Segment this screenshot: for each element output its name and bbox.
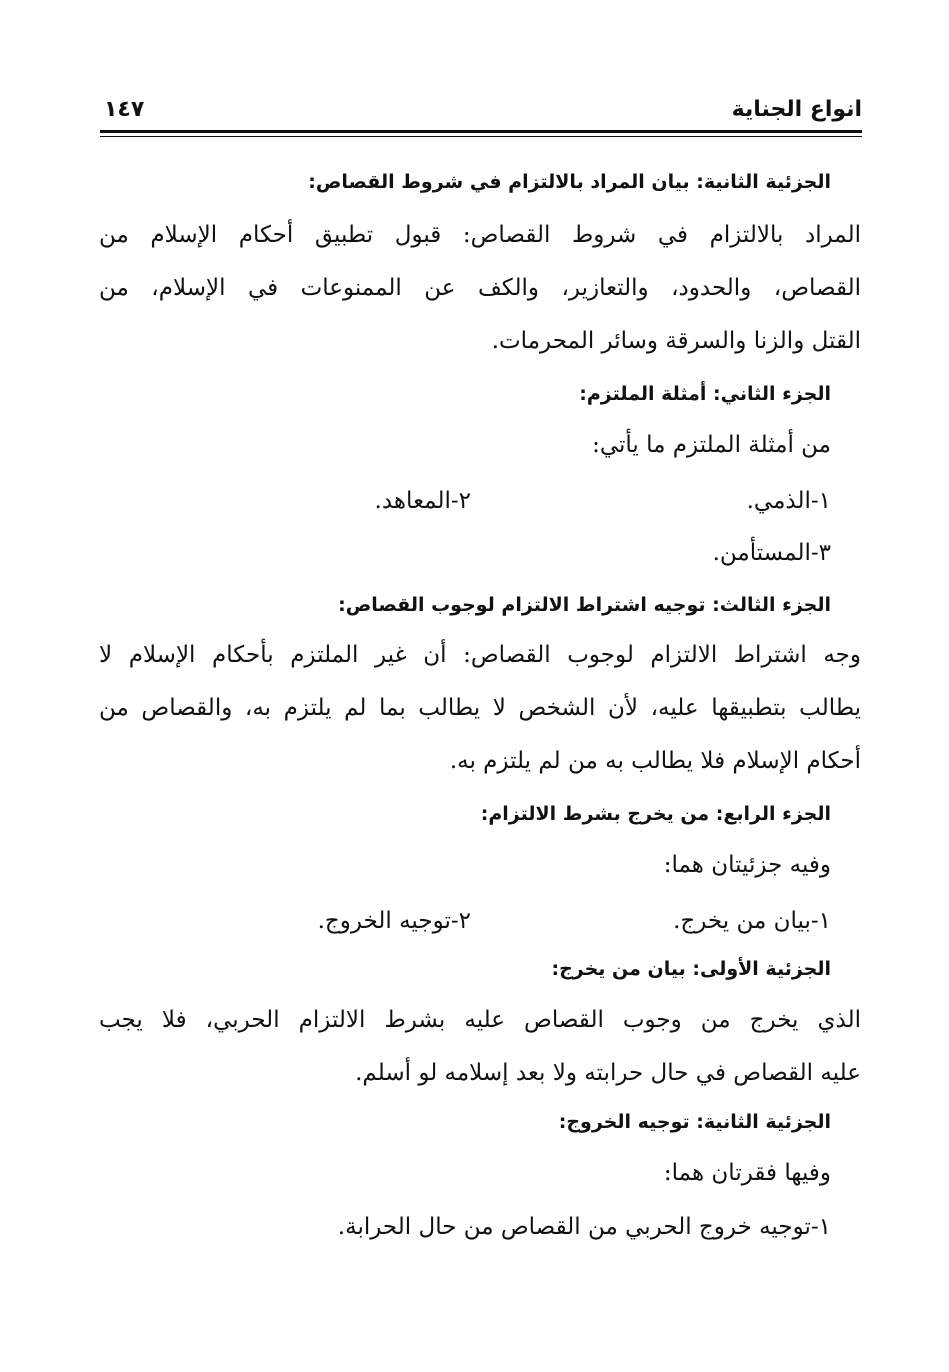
- list-item: ٢-توجيه الخروج.: [317, 908, 471, 934]
- part-heading-exclusions: الجزء الرابع: من يخرج بشرط الالتزام:: [480, 803, 831, 825]
- page-header: [100, 95, 862, 129]
- paragraph-line: وفيها فقرتان هما:: [663, 1160, 831, 1186]
- list-item: ٢-المعاهد.: [374, 488, 471, 514]
- paragraph-line: يطالب بتطبيقها عليه، لأن الشخص لا يطالب بما لم يلتزم به، والقصاص من: [99, 695, 861, 721]
- header-rule-thick: [100, 130, 862, 133]
- page-number: ١٤٧: [104, 97, 145, 122]
- list-item: ٣-المستأمن.: [712, 540, 831, 566]
- paragraph-line: أحكام الإسلام فلا يطالب به من لم يلتزم به.: [449, 748, 861, 774]
- subsection-heading-meaning: الجزئية الثانية: بيان المراد بالالتزام في شروط القصاص:: [308, 171, 831, 193]
- list-item: ١-الذمي.: [746, 488, 831, 514]
- paragraph-line: من أمثلة الملتزم ما يأتي:: [592, 432, 831, 458]
- subsection-heading-exclusion-justification: الجزئية الثانية: توجيه الخروج:: [558, 1111, 831, 1133]
- paragraph-line: المراد بالالتزام في شروط القصاص: قبول تطبيق أحكام الإسلام من: [99, 222, 861, 248]
- header-rule-thin: [100, 136, 862, 137]
- paragraph-line: عليه القصاص في حال حرابته ولا بعد إسلامه لو أسلم.: [355, 1060, 861, 1086]
- paragraph-line: القصاص، والحدود، والتعازير، والكف عن الممنوعات في الإسلام، من: [99, 275, 861, 301]
- paragraph-line: وفيه جزئيتان هما:: [663, 852, 831, 878]
- running-title: انواع الجناية: [731, 97, 862, 122]
- paragraph-line: الذي يخرج من وجوب القصاص عليه بشرط الالتزام الحربي، فلا يجب: [99, 1007, 861, 1033]
- list-item: ١-بيان من يخرج.: [673, 908, 831, 934]
- paragraph-line: القتل والزنا والسرقة وسائر المحرمات.: [491, 328, 861, 354]
- list-item: ١-توجيه خروج الحربي من القصاص من حال الحرابة.: [337, 1214, 831, 1240]
- part-heading-justification: الجزء الثالث: توجيه اشتراط الالتزام لوجوب القصاص:: [338, 594, 831, 616]
- subsection-heading-who-excluded: الجزئية الأولى: بيان من يخرج:: [551, 958, 831, 980]
- paragraph-line: وجه اشتراط الالتزام لوجوب القصاص: أن غير الملتزم بأحكام الإسلام لا: [99, 642, 861, 668]
- part-heading-examples: الجزء الثاني: أمثلة الملتزم:: [579, 383, 831, 405]
